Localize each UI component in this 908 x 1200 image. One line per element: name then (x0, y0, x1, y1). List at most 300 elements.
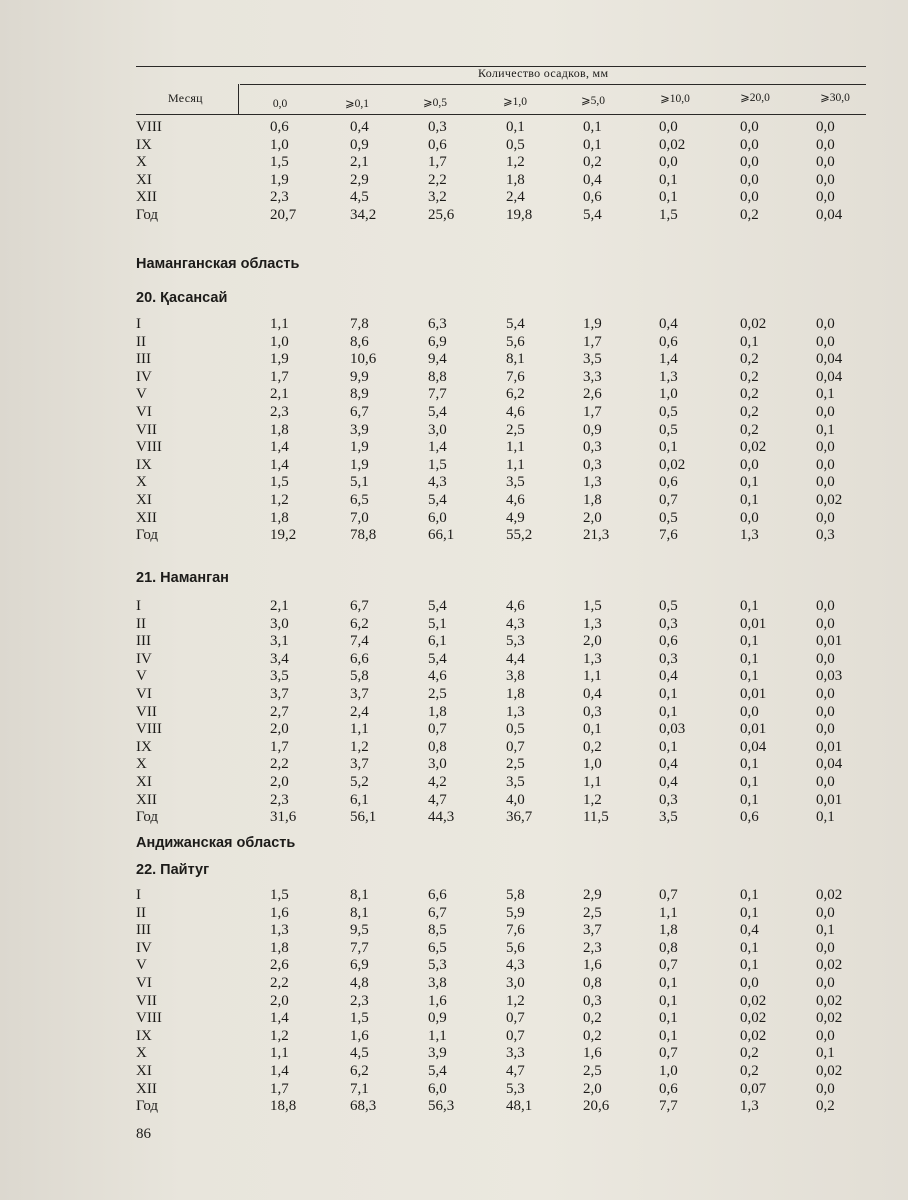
value-cell: 1,1 (506, 456, 525, 473)
value-cell: 8,1 (350, 904, 369, 921)
value-cell: 20,6 (583, 1098, 610, 1115)
value-cell: 0,0 (816, 975, 835, 991)
table-row (0, 756, 908, 774)
value-cell: 2,4 (350, 703, 369, 720)
value-cell: 0,02 (659, 136, 686, 153)
value-cell: 0,7 (506, 738, 525, 755)
table-row (0, 154, 908, 172)
value-cell: 55,2 (506, 527, 533, 544)
value-cell: 66,1 (428, 527, 455, 544)
value-cell: 0,04 (740, 738, 767, 755)
value-cell: 0,1 (659, 439, 678, 456)
value-cell: 68,3 (350, 1098, 377, 1115)
month-cell: Год (136, 527, 159, 544)
value-cell: 0,1 (740, 492, 759, 508)
value-cell: 6,2 (350, 615, 369, 632)
value-cell: 0,0 (816, 189, 835, 206)
value-cell: 1,8 (506, 171, 525, 188)
value-cell: 0,1 (659, 975, 678, 991)
value-cell: 10,6 (350, 351, 377, 368)
value-cell: 3,2 (428, 189, 447, 206)
value-cell: 4,7 (506, 1063, 525, 1079)
value-cell: 0,2 (816, 1098, 835, 1115)
value-cell: 5,3 (506, 1080, 525, 1097)
table-row (0, 721, 908, 739)
column-header: ⩾30,0 (820, 92, 850, 104)
value-cell: 0,0 (816, 333, 835, 350)
value-cell: 6,0 (428, 509, 447, 526)
table-row (0, 704, 908, 722)
value-cell: 1,8 (270, 939, 289, 956)
value-cell: 0,0 (740, 703, 759, 720)
value-cell: 2,5 (506, 756, 525, 773)
month-cell: I (136, 316, 141, 332)
value-cell: 4,4 (506, 650, 525, 667)
value-cell: 0,2 (583, 738, 602, 755)
value-cell: 2,6 (270, 957, 289, 974)
month-cell: V (136, 957, 147, 974)
region-heading: Наманганская область (136, 256, 300, 272)
month-cell: VII (136, 421, 157, 438)
value-cell: 0,0 (659, 154, 678, 171)
value-cell: 0,0 (816, 939, 835, 956)
month-cell: VIII (136, 119, 162, 135)
value-cell: 6,9 (428, 333, 447, 350)
value-cell: 7,4 (350, 633, 369, 650)
value-cell: 1,6 (583, 1045, 602, 1062)
value-cell: 0,9 (428, 1010, 447, 1027)
value-cell: 56,1 (350, 809, 377, 826)
table-row (0, 1081, 908, 1099)
value-cell: 2,1 (350, 154, 369, 171)
value-cell: 0,1 (740, 650, 759, 667)
value-cell: 2,3 (270, 791, 289, 808)
month-cell: IX (136, 136, 152, 153)
column-header: ⩾0,1 (344, 98, 369, 110)
value-cell: 0,2 (740, 1063, 759, 1079)
value-cell: 2,3 (270, 404, 289, 420)
value-cell: 9,5 (350, 922, 369, 939)
value-cell: 0,02 (740, 1010, 767, 1027)
value-cell: 1,8 (428, 703, 447, 720)
table-row (0, 616, 908, 634)
value-cell: 8,1 (350, 887, 369, 903)
value-cell: 0,4 (350, 119, 369, 135)
value-cell: 78,8 (350, 527, 377, 544)
value-cell: 1,9 (350, 439, 369, 456)
value-cell: 0,07 (740, 1080, 767, 1097)
month-cell: VIII (136, 721, 162, 738)
value-cell: 5,3 (428, 957, 447, 974)
value-cell: 0,7 (428, 721, 447, 738)
column-header: ⩾5,0 (580, 95, 605, 107)
month-cell: VI (136, 686, 152, 702)
month-cell: Год (136, 207, 159, 223)
value-cell: 1,1 (270, 1045, 289, 1062)
month-cell: Год (136, 809, 159, 826)
value-cell: 0,01 (816, 791, 843, 808)
value-cell: 7,1 (350, 1080, 369, 1097)
value-cell: 1,3 (583, 474, 602, 491)
page-number: 86 (136, 1126, 151, 1142)
month-cell: XII (136, 791, 157, 808)
value-cell: 0,1 (740, 756, 759, 773)
column-header: ⩾0,5 (422, 97, 447, 109)
value-cell: 1,0 (659, 1063, 678, 1079)
value-cell: 36,7 (506, 809, 533, 826)
value-cell: 3,9 (350, 421, 369, 438)
value-cell: 1,6 (270, 904, 289, 921)
value-cell: 1,0 (583, 756, 602, 773)
table-row (0, 386, 908, 404)
value-cell: 5,8 (506, 887, 525, 903)
value-cell: 1,1 (350, 721, 369, 738)
value-cell: 1,3 (270, 922, 289, 939)
month-cell: IV (136, 939, 152, 956)
month-cell: XI (136, 774, 152, 790)
month-cell: XI (136, 1063, 152, 1079)
value-cell: 6,2 (350, 1063, 369, 1079)
value-cell: 0,0 (740, 189, 759, 206)
value-cell: 0,1 (583, 721, 602, 738)
value-cell: 0,1 (659, 171, 678, 188)
value-cell: 0,0 (740, 154, 759, 171)
value-cell: 0,5 (659, 509, 678, 526)
value-cell: 3,5 (583, 351, 602, 368)
value-cell: 1,8 (506, 686, 525, 702)
table-row (0, 792, 908, 810)
value-cell: 7,7 (350, 939, 369, 956)
value-cell: 0,0 (816, 904, 835, 921)
value-cell: 0,9 (350, 136, 369, 153)
value-cell: 6,2 (506, 386, 525, 403)
value-cell: 0,02 (816, 1010, 843, 1027)
value-cell: 1,5 (270, 154, 289, 171)
value-cell: 1,2 (270, 492, 289, 508)
value-cell: 0,7 (659, 887, 678, 903)
value-cell: 5,9 (506, 904, 525, 921)
value-cell: 5,4 (428, 492, 447, 508)
value-cell: 2,5 (428, 686, 447, 702)
value-cell: 0,3 (659, 615, 678, 632)
value-cell: 0,01 (740, 686, 767, 702)
value-cell: 2,0 (270, 774, 289, 790)
value-cell: 3,3 (583, 368, 602, 385)
value-cell: 11,5 (583, 809, 609, 826)
value-cell: 4,6 (506, 598, 525, 614)
month-cell: IX (136, 456, 152, 473)
value-cell: 9,4 (428, 351, 447, 368)
month-cell: Год (136, 1098, 159, 1115)
table-row (0, 1010, 908, 1028)
value-cell: 1,5 (659, 207, 678, 223)
value-cell: 0,4 (659, 756, 678, 773)
table-row (0, 809, 908, 827)
value-cell: 1,9 (583, 316, 602, 332)
value-cell: 2,5 (583, 1063, 602, 1079)
value-cell: 1,5 (270, 887, 289, 903)
value-cell: 0,0 (740, 975, 759, 991)
value-cell: 2,3 (270, 189, 289, 206)
value-cell: 5,4 (428, 598, 447, 614)
value-cell: 1,6 (583, 957, 602, 974)
month-cell: II (136, 615, 146, 632)
column-header: ⩾1,0 (502, 96, 527, 108)
table-row (0, 207, 908, 225)
value-cell: 1,8 (270, 509, 289, 526)
value-cell: 0,7 (659, 492, 678, 508)
value-cell: 0,2 (740, 351, 759, 368)
table-row (0, 474, 908, 492)
value-cell: 0,0 (816, 119, 835, 135)
month-cell: VI (136, 404, 152, 420)
value-cell: 3,5 (506, 774, 525, 790)
value-cell: 2,0 (270, 992, 289, 1009)
value-cell: 2,2 (428, 171, 447, 188)
value-cell: 2,0 (270, 721, 289, 738)
value-cell: 0,2 (583, 1027, 602, 1044)
value-cell: 1,2 (350, 738, 369, 755)
value-cell: 0,6 (659, 1080, 678, 1097)
value-cell: 1,7 (270, 1080, 289, 1097)
value-cell: 1,4 (428, 439, 447, 456)
value-cell: 0,04 (816, 351, 843, 368)
value-cell: 0,8 (583, 975, 602, 991)
value-cell: 3,0 (506, 975, 525, 991)
table-row (0, 993, 908, 1011)
table-row (0, 774, 908, 792)
month-header-divider (238, 84, 239, 114)
value-cell: 0,01 (740, 721, 767, 738)
value-cell: 4,2 (428, 774, 447, 790)
value-cell: 0,2 (583, 154, 602, 171)
table-row (0, 957, 908, 975)
month-cell: X (136, 1045, 147, 1062)
value-cell: 0,0 (816, 650, 835, 667)
month-cell: X (136, 154, 147, 171)
value-cell: 0,6 (428, 136, 447, 153)
value-cell: 0,4 (659, 668, 678, 685)
value-cell: 1,3 (740, 527, 759, 544)
value-cell: 0,7 (506, 1027, 525, 1044)
value-cell: 4,6 (428, 668, 447, 685)
value-cell: 19,8 (506, 207, 533, 223)
value-cell: 0,6 (740, 809, 759, 826)
value-cell: 1,7 (428, 154, 447, 171)
value-cell: 0,5 (659, 421, 678, 438)
value-cell: 0,1 (506, 119, 525, 135)
value-cell: 0,5 (506, 721, 525, 738)
table-row (0, 316, 908, 334)
value-cell: 44,3 (428, 809, 455, 826)
value-cell: 6,1 (350, 791, 369, 808)
value-cell: 3,5 (659, 809, 678, 826)
value-cell: 1,5 (270, 474, 289, 491)
table-row (0, 1098, 908, 1116)
table-row (0, 404, 908, 422)
value-cell: 7,6 (659, 527, 678, 544)
value-cell: 5,4 (428, 1063, 447, 1079)
month-column-header: Месяц (168, 91, 203, 105)
value-cell: 6,1 (428, 633, 447, 650)
value-cell: 7,7 (428, 386, 447, 403)
value-cell: 4,5 (350, 189, 369, 206)
value-cell: 6,0 (428, 1080, 447, 1097)
table-row (0, 189, 908, 207)
value-cell: 0,0 (816, 1080, 835, 1097)
value-cell: 2,3 (350, 992, 369, 1009)
value-cell: 7,7 (659, 1098, 678, 1115)
value-cell: 2,5 (583, 904, 602, 921)
value-cell: 2,0 (583, 509, 602, 526)
value-cell: 5,2 (350, 774, 369, 790)
value-cell: 0,2 (740, 421, 759, 438)
value-cell: 0,0 (816, 154, 835, 171)
value-cell: 0,0 (816, 1027, 835, 1044)
value-cell: 1,7 (270, 738, 289, 755)
table-row (0, 975, 908, 993)
table-row (0, 351, 908, 369)
value-cell: 20,7 (270, 207, 297, 223)
value-cell: 0,3 (428, 119, 447, 135)
value-cell: 0,02 (740, 439, 767, 456)
value-cell: 0,02 (816, 887, 843, 903)
value-cell: 1,1 (270, 316, 289, 332)
value-cell: 0,1 (816, 421, 835, 438)
value-cell: 5,8 (350, 668, 369, 685)
value-cell: 1,3 (740, 1098, 759, 1115)
value-cell: 1,1 (583, 774, 602, 790)
value-cell: 0,1 (740, 668, 759, 685)
column-header: 0,0 (272, 98, 288, 110)
value-cell: 2,2 (270, 756, 289, 773)
value-cell: 1,5 (583, 598, 602, 614)
value-cell: 0,1 (740, 633, 759, 650)
month-cell: XII (136, 1080, 157, 1097)
month-cell: III (136, 922, 151, 939)
value-cell: 4,3 (506, 615, 525, 632)
value-cell: 2,0 (583, 1080, 602, 1097)
value-cell: 1,4 (270, 1010, 289, 1027)
value-cell: 0,0 (740, 509, 759, 526)
value-cell: 0,04 (816, 207, 843, 223)
value-cell: 0,4 (583, 686, 602, 702)
value-cell: 0,1 (659, 1027, 678, 1044)
value-cell: 3,3 (506, 1045, 525, 1062)
value-cell: 0,0 (816, 136, 835, 153)
value-cell: 0,1 (816, 386, 835, 403)
value-cell: 1,5 (350, 1010, 369, 1027)
value-cell: 0,02 (740, 1027, 767, 1044)
table-row (0, 119, 908, 137)
value-cell: 3,5 (506, 474, 525, 491)
value-cell: 0,1 (740, 939, 759, 956)
region-heading: Андижанская область (136, 835, 296, 851)
table-row (0, 527, 908, 545)
value-cell: 7,8 (350, 316, 369, 332)
value-cell: 25,6 (428, 207, 455, 223)
station-heading: 21. Наманган (136, 570, 229, 586)
value-cell: 4,3 (428, 474, 447, 491)
value-cell: 7,0 (350, 509, 369, 526)
value-cell: 0,3 (583, 456, 602, 473)
value-cell: 0,0 (816, 474, 835, 491)
value-cell: 1,8 (583, 492, 602, 508)
value-cell: 8,5 (428, 922, 447, 939)
column-header: ⩾20,0 (740, 92, 770, 104)
value-cell: 0,0 (816, 721, 835, 738)
value-cell: 1,3 (506, 703, 525, 720)
table-row (0, 422, 908, 440)
value-cell: 0,4 (740, 922, 759, 939)
value-cell: 1,4 (270, 439, 289, 456)
value-cell: 4,6 (506, 404, 525, 420)
value-cell: 8,9 (350, 386, 369, 403)
value-cell: 5,3 (506, 633, 525, 650)
value-cell: 2,1 (270, 386, 289, 403)
precipitation-group-header: Количество осадков, мм (478, 66, 609, 80)
value-cell: 0,1 (740, 598, 759, 614)
value-cell: 3,0 (428, 756, 447, 773)
value-cell: 2,9 (350, 171, 369, 188)
table-row (0, 137, 908, 155)
value-cell: 0,6 (659, 333, 678, 350)
value-cell: 0,0 (659, 119, 678, 135)
month-cell: VIII (136, 1010, 162, 1027)
value-cell: 0,2 (583, 1010, 602, 1027)
value-cell: 56,3 (428, 1098, 455, 1115)
table-row (0, 922, 908, 940)
value-cell: 0,0 (816, 316, 835, 332)
month-cell: XI (136, 492, 152, 508)
value-cell: 0,0 (816, 686, 835, 702)
value-cell: 0,01 (740, 615, 767, 632)
value-cell: 48,1 (506, 1098, 533, 1115)
value-cell: 0,6 (659, 474, 678, 491)
table-row (0, 598, 908, 616)
value-cell: 0,3 (583, 703, 602, 720)
value-cell: 5,4 (506, 316, 525, 332)
value-cell: 0,0 (740, 119, 759, 135)
value-cell: 2,2 (270, 975, 289, 991)
value-cell: 0,1 (740, 774, 759, 790)
value-cell: 5,4 (428, 650, 447, 667)
month-cell: VII (136, 992, 157, 1009)
month-cell: VII (136, 703, 157, 720)
value-cell: 1,1 (659, 904, 678, 921)
value-cell: 0,0 (816, 509, 835, 526)
value-cell: 19,2 (270, 527, 297, 544)
value-cell: 0,5 (659, 404, 678, 420)
value-cell: 1,1 (428, 1027, 447, 1044)
value-cell: 3,5 (270, 668, 289, 685)
value-cell: 1,8 (270, 421, 289, 438)
value-cell: 0,7 (659, 957, 678, 974)
table-row (0, 334, 908, 352)
value-cell: 34,2 (350, 207, 377, 223)
value-cell: 0,1 (740, 474, 759, 491)
value-cell: 0,0 (816, 404, 835, 420)
value-cell: 3,7 (583, 922, 602, 939)
value-cell: 1,1 (506, 439, 525, 456)
value-cell: 0,9 (583, 421, 602, 438)
value-cell: 0,0 (740, 171, 759, 188)
value-cell: 0,1 (583, 136, 602, 153)
month-cell: III (136, 633, 151, 650)
month-cell: V (136, 386, 147, 403)
value-cell: 0,1 (659, 686, 678, 702)
value-cell: 1,2 (583, 791, 602, 808)
